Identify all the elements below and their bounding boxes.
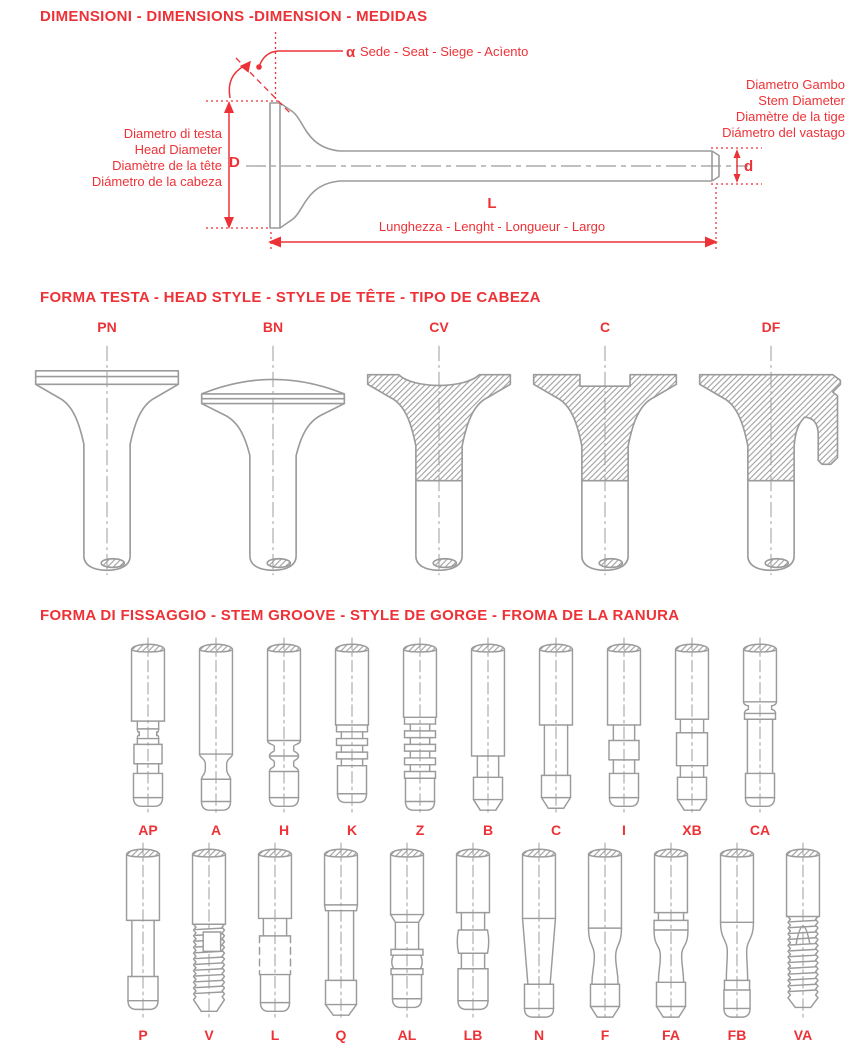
head-diameter-label: Diámetro de la cabeza [91,174,222,189]
stem-groove-drawing-FB [706,841,768,1026]
length-label: Lunghezza - Lenght - Longueur - Largo [378,219,606,234]
dimensions-title: DIMENSIONI - DIMENSIONS -DIMENSION - MEDIDAS [40,8,428,25]
stem-groove-drawing-CA [729,636,791,821]
stem-groove-drawing-H [253,636,315,821]
stem-groove-label: C [550,822,562,838]
stem-groove-label: FA [662,1027,680,1043]
valve-head-drawing-DF [688,338,854,584]
stem-groove-figure-CA [726,636,794,839]
stem-groove-figure-H [250,636,318,839]
stem-groove-figure-C [522,636,590,839]
stem-diameter-label: Diamètre de la tige [735,109,845,124]
head-style-figure-DF [688,318,854,584]
stem-groove-drawing-B [457,636,519,821]
head-style-label: CV [429,319,449,335]
head-diameter-label: Diamètre de la tête [112,158,222,173]
alpha-symbol: α [346,44,356,61]
head-style-figure-PN [24,318,190,584]
stem-groove-figure-L [242,841,308,1044]
stem-groove-figure-AL [374,841,440,1044]
stem-groove-drawing-AP [117,636,179,821]
stem-groove-label: AL [397,1027,417,1043]
seat-angle-arc [229,66,244,98]
stem-diameter-symbol: d [744,158,754,175]
stem-groove-label: H [278,822,290,838]
head-style-label: BN [262,319,284,335]
stem-groove-figure-N [506,841,572,1044]
stem-groove-row-2 [110,841,836,1044]
stem-groove-figure-XB [658,636,726,839]
stem-groove-label: Z [415,822,425,838]
stem-groove-drawing-LB [442,841,504,1026]
stem-groove-label: Q [335,1027,347,1043]
stem-diameter-label: Diámetro del vastago [722,125,845,140]
stem-groove-figure-A [182,636,250,839]
stem-groove-drawing-L [244,841,306,1026]
stem-groove-figure-Q [308,841,374,1044]
stem-groove-drawing-A [185,636,247,821]
stem-groove-drawing-V [178,841,240,1026]
head-style-figure-C [522,318,688,584]
stem-groove-label: XB [682,822,702,838]
stem-groove-drawing-XB [661,636,723,821]
stem-groove-figure-P [110,841,176,1044]
head-diameter-label: Head Diameter [134,142,222,157]
valve-head-drawing-BN [190,338,356,584]
valve-head-drawing-C [522,338,688,584]
stem-groove-row-1 [114,636,794,839]
stem-diameter-label: Stem Diameter [758,93,845,108]
stem-groove-label: N [533,1027,545,1043]
head-style-label: C [599,319,611,335]
stem-groove-drawing-P [112,841,174,1026]
stem-groove-drawing-FA [640,841,702,1026]
length-symbol: L [487,195,497,212]
stem-groove-drawing-Q [310,841,372,1026]
stem-groove-label: FB [727,1027,747,1043]
head-style-figure-BN [190,318,356,584]
stem-groove-label: B [482,822,494,838]
stem-groove-figure-VA [770,841,836,1044]
stem-groove-title: FORMA DI FISSAGGIO - STEM GROOVE - STYLE DE GORGE - FROMA DE LA RANURA [40,607,680,624]
stem-groove-drawing-VA [772,841,834,1026]
stem-groove-drawing-C [525,636,587,821]
valve-head-drawing-PN [24,338,190,584]
stem-groove-figure-AP [114,636,182,839]
stem-groove-label: LB [463,1027,483,1043]
stem-groove-label: I [622,822,626,838]
stem-groove-label: VA [793,1027,813,1043]
stem-groove-figure-I [590,636,658,839]
valve-head-drawing-CV [356,338,522,584]
stem-groove-figure-F [572,841,638,1044]
head-diameter-label: Diametro di testa [123,126,222,141]
stem-groove-figure-B [454,636,522,839]
stem-groove-label: AP [138,822,158,838]
stem-groove-figure-FB [704,841,770,1044]
stem-groove-figure-LB [440,841,506,1044]
stem-groove-label: CA [749,822,771,838]
valve-outline-drawing [246,103,748,228]
head-style-label: PN [97,319,117,335]
stem-groove-figure-Z [386,636,454,839]
valve-dimension-diagram [0,26,860,272]
head-diameter-symbol: D [229,154,240,171]
head-style-title: FORMA TESTA - HEAD STYLE - STYLE DE TÊTE - TIPO DE CABEZA [40,289,541,306]
stem-groove-drawing-K [321,636,383,821]
stem-groove-drawing-I [593,636,655,821]
stem-groove-figure-FA [638,841,704,1044]
stem-groove-drawing-Z [389,636,451,821]
stem-groove-label: L [270,1027,280,1043]
stem-groove-label: F [600,1027,610,1043]
stem-groove-drawing-F [574,841,636,1026]
stem-groove-label: V [204,1027,214,1043]
stem-groove-label: A [210,822,222,838]
stem-groove-label: P [138,1027,148,1043]
stem-groove-drawing-N [508,841,570,1026]
stem-groove-label: K [346,822,358,838]
head-style-row [24,318,854,584]
seat-label: Sede - Seat - Siege - Acìento [360,44,529,59]
stem-groove-figure-K [318,636,386,839]
stem-groove-figure-V [176,841,242,1044]
stem-groove-drawing-AL [376,841,438,1026]
seat-leader-line [259,51,343,67]
stem-diameter-label: Diametro Gambo [746,77,845,92]
head-style-label: DF [761,319,781,335]
head-style-figure-CV [356,318,522,584]
